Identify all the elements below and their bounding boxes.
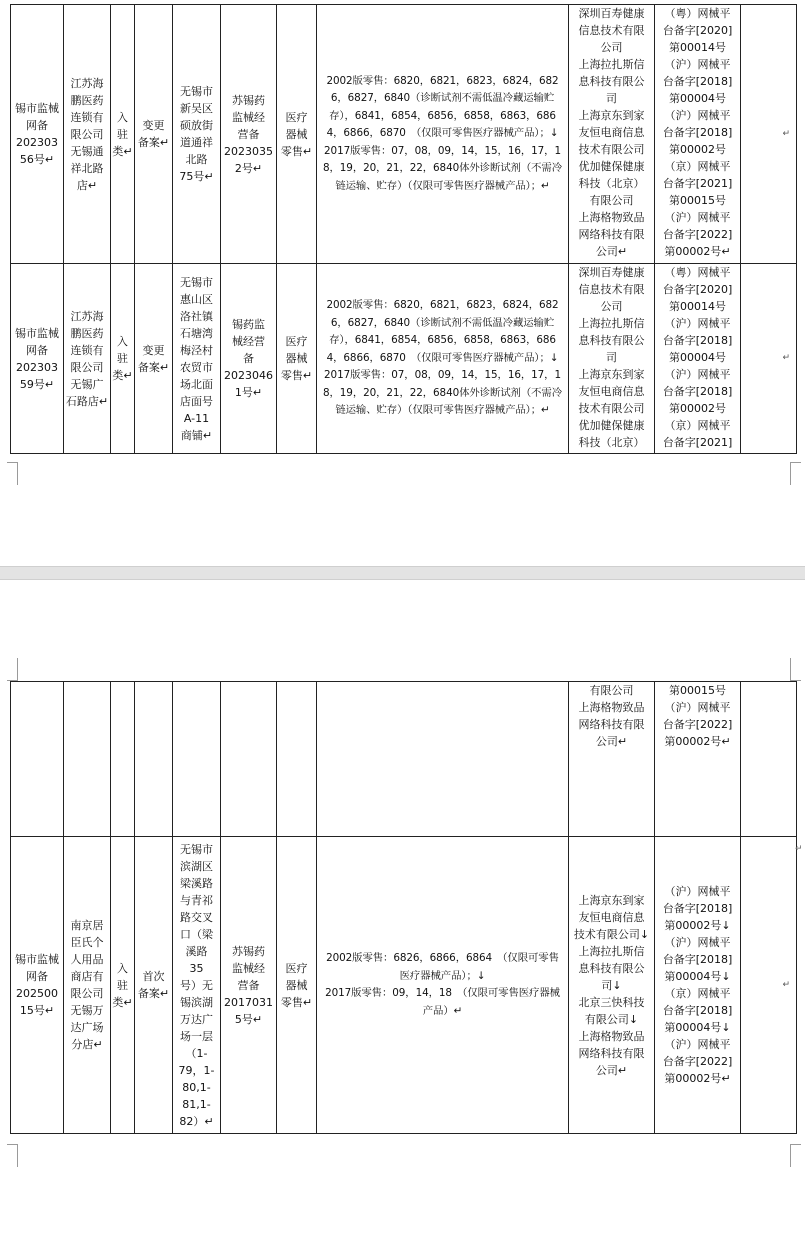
table-row: [11, 5, 797, 264]
registration-number: 锡市监械网备 202500 15号↵: [11, 837, 64, 1134]
platform-filing-numbers: 第00015号 （沪）网械平 台备字[2022] 第00002号↵: [655, 682, 741, 837]
document-page-2: [0, 580, 805, 1247]
crop-mark: [7, 462, 18, 485]
filing-type: 变更 备案↵: [135, 264, 173, 454]
business-type: 医疗 器械 零售↵: [277, 5, 317, 264]
paragraph-mark: ↵: [741, 5, 797, 264]
table-row-continued: [11, 682, 797, 837]
filing-table-page-1: [10, 4, 797, 454]
crop-mark: [790, 1144, 801, 1167]
filing-table-page-2: [10, 681, 797, 1134]
paragraph-mark: ↵: [795, 844, 803, 854]
filing-type: 首次 备案↵: [135, 837, 173, 1134]
category: 入 驻 类↵: [111, 264, 135, 454]
company-name: 江苏海 鹏医药 连锁有 限公司 无锡广 石路店↵: [64, 264, 111, 454]
crop-mark: [790, 462, 801, 485]
filing-type: 变更 备案↵: [135, 5, 173, 264]
business-type: 医疗 器械 零售↵: [277, 264, 317, 454]
registration-number: 锡市监械网备 202303 56号↵: [11, 5, 64, 264]
platform-names: 上海京东到家 友恒电商信息 技术有限公司↓ 上海拉扎斯信 息科技有限公 司↓ 北京三快科技 有限公司↓ 上海格物致品 网络科技有限 公司↵: [569, 837, 655, 1134]
document-page-1: [0, 0, 805, 566]
business-scope: 2002版零售：6826，6866，6864 （仅限可零售医疗器械产品）；↓ 2017版零售：09，14，18 （仅限可零售医疗器械产品）↵: [317, 837, 569, 1134]
table-row: [11, 264, 797, 454]
business-type: 医疗 器械 零售↵: [277, 837, 317, 1134]
paragraph-mark: ↵: [741, 264, 797, 454]
license-number: 锡药监 械经营 备 2023046 1号↵: [221, 264, 277, 454]
crop-mark: [790, 658, 801, 681]
business-scope: 2002版零售：6820，6821，6823，6824，6826，6827，6840（诊断试剂不需低温冷藏运输贮存），6841，6854，6856，6858，6863，6864，6866，6870 （仅限可零售医疗器械产品）；↓ 2017版零售：07，08，09，14，15，16，17，18，19，20，21，22，6840体外诊断试剂（不需冷链运输、贮存）（仅限可零售医疗器械产品）；↵: [317, 264, 569, 454]
paragraph-mark: ↵: [741, 837, 797, 1134]
business-address: 无锡市 滨湖区 梁溪路 与青祁 路交叉 口（梁 溪路 35 号）无 锡滨湖 万达广 场一层 （1- 79，1- 80,1- 81,1- 82）↵: [173, 837, 221, 1134]
business-scope: 2002版零售：6820，6821，6823，6824，6826，6827，6840（诊断试剂不需低温冷藏运输贮存），6841，6854，6856，6858，6863，6864，6866，6870 （仅限可零售医疗器械产品）；↓ 2017版零售：07，08，09，14，15，16，17，18，19，20，21，22，6840体外诊断试剂（不需冷链运输、贮存）（仅限可零售医疗器械产品）；↵: [317, 5, 569, 264]
platform-filing-numbers: （粤）网械平 台备字[2020] 第00014号 （沪）网械平 台备字[2018] 第00004号 （沪）网械平 台备字[2018] 第00002号 （京）网械平 台备字[2021] 第00015号 （沪）网械平 台备字[2022] 第00002号↵: [655, 5, 741, 264]
category: 入 驻 类↵: [111, 5, 135, 264]
table-row: [11, 837, 797, 1134]
platform-names: 深圳百寿健康 信息技术有限 公司 上海拉扎斯信 息科技有限公 司 上海京东到家 友恒电商信息 技术有限公司 优加健保健康 科技（北京）: [569, 264, 655, 454]
license-number: 苏锡药 监械经 营备 2017031 5号↵: [221, 837, 277, 1134]
platform-filing-numbers: （沪）网械平 台备字[2018] 第00002号↓ （沪）网械平 台备字[2018] 第00004号↓ （京）网械平 台备字[2018] 第00004号↓ （沪）网械平 台备字[2022] 第00002号↵: [655, 837, 741, 1134]
business-address: 无锡市 惠山区 洛社镇 石塘湾 梅泾村 农贸市 场北面 店面号 A-11 商铺↵: [173, 264, 221, 454]
company-name: 南京居 臣氏个 人用品 商店有 限公司 无锡万 达广场 分店↵: [64, 837, 111, 1134]
crop-mark: [7, 658, 18, 681]
platform-filing-numbers: （粤）网械平 台备字[2020] 第00014号 （沪）网械平 台备字[2018] 第00004号 （沪）网械平 台备字[2018] 第00002号 （京）网械平 台备字[2021]: [655, 264, 741, 454]
platform-names: 深圳百寿健康 信息技术有限 公司 上海拉扎斯信 息科技有限公 司 上海京东到家 友恒电商信息 技术有限公司 优加健保健康 科技（北京） 有限公司 上海格物致品 网络科技有限 公司↵: [569, 5, 655, 264]
company-name: 江苏海 鹏医药 连锁有 限公司 无锡通 祥北路 店↵: [64, 5, 111, 264]
license-number: 苏锡药 监械经 营备 2023035 2号↵: [221, 5, 277, 264]
page-separator: [0, 566, 805, 580]
business-address: 无锡市 新吴区 硕放街 道通祥 北路 75号↵: [173, 5, 221, 264]
platform-names: 有限公司 上海格物致品 网络科技有限 公司↵: [569, 682, 655, 837]
category: 入 驻 类↵: [111, 837, 135, 1134]
crop-mark: [7, 1144, 18, 1167]
registration-number: 锡市监械网备 202303 59号↵: [11, 264, 64, 454]
